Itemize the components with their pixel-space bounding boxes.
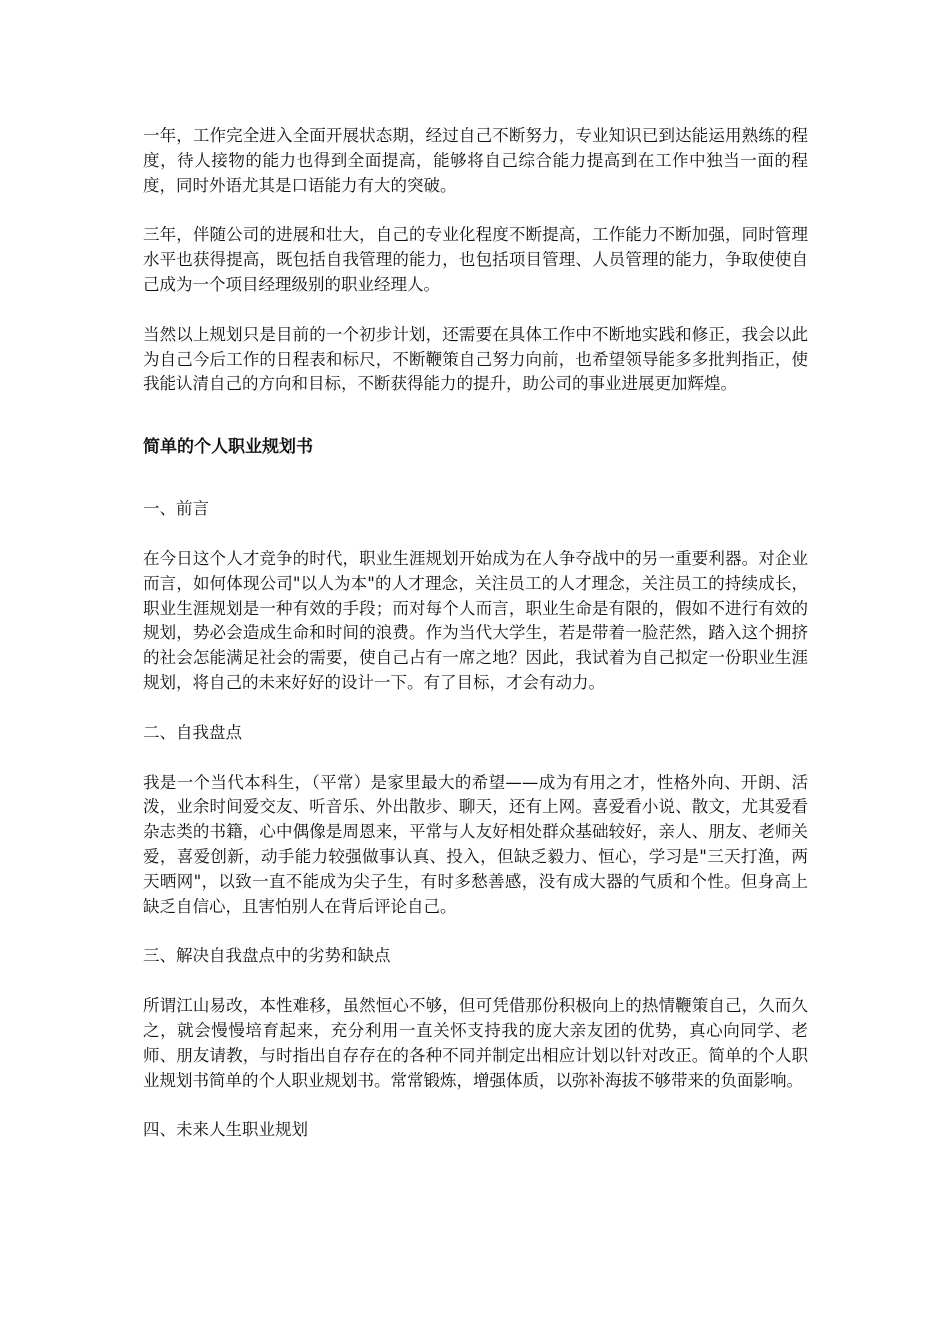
section-title-preface: 一、前言 — [143, 499, 209, 519]
section-title-weaknesses: 三、解决自我盘点中的劣势和缺点 — [143, 946, 391, 966]
paragraph-one-year: 一年，工作完全进入全面开展状态期，经过自己不断努力，专业知识已到达能运用熟练的程度，待人接物的能力也得到全面提高，能够将自己综合能力提高到在工作中独当一面的程度，同时外语尤其是口语能力有大的突破。 — [143, 126, 808, 195]
section-body-weaknesses: 所谓江山易改，本性难移，虽然恒心不够，但可凭借那份积极向上的热情鞭策自己，久而久之，就会慢慢培育起来，充分利用一直关怀支持我的庞大亲友团的优势，真心向同学、老师、朋友请教，与时指出自存存在的各种不同并制定出相应计划以针对改正。简单的个人职业规划书简单的个人职业规划书。常常锻炼，增强体质，以弥补海拔不够带来的负面影响。 — [143, 996, 808, 1090]
section-title-self-inventory: 二、自我盘点 — [143, 722, 242, 742]
paragraph-conclusion: 当然以上规划只是目前的一个初步计划，还需要在具体工作中不断地实践和修正，我会以此为自己今后工作的日程表和标尺，不断鞭策自己努力向前，也希望领导能多多批判指正，使我能认清自己的方向和目标，不断获得能力的提升，助公司的事业进展更加辉煌。 — [143, 324, 808, 394]
section-body-self-inventory: 我是一个当代本科生，（平常）是家里最大的希望——成为有用之才，性格外向、开朗、活泼，业余时间爱交友、听音乐、外出散步、聊天，还有上网。喜爱看小说、散文，尤其爱看杂志类的书籍，心中偶像是周恩来，平常与人友好相处群众基础较好，亲人、朋友、老师关爱，喜爱创新，动手能力较强做事认真、投入，但缺乏毅力、恒心，学习是"三天打渔，两天晒网"，以致一直不能成为尖子生，有时多愁善感，没有成大器的气质和个性。但身高上缺乏自信心，且害怕别人在背后评论自己。 — [143, 772, 808, 916]
section-body-preface: 在今日这个人才竞争的时代，职业生涯规划开始成为在人争夺战中的另一重要利器。对企业而言，如何体现公司"以人为本"的人才理念，关注员工的人才理念，关注员工的持续成长，职业生涯规划是一种有效的手段；而对每个人而言，职业生命是有限的，假如不进行有效的规划，势必会造成生命和时间的浪费。作为当代大学生，若是带着一脸茫然，踏入这个拥挤的社会怎能满足社会的需要，使自己占有一席之地？因此，我试着为自己拟定一份职业生涯规划，将自己的未来好好的设计一下。有了目标，才会有动力。 — [143, 548, 808, 692]
section-title-future-plan: 四、未来人生职业规划 — [143, 1120, 308, 1140]
paragraph-three-years: 三年，伴随公司的进展和壮大，自己的专业化程度不断提高，工作能力不断加强，同时管理水平也获得提高，既包括自我管理的能力，也包括项目管理、人员管理的能力，争取使使自己成为一个项目经理级别的职业经理人。 — [143, 225, 808, 294]
main-heading: 简单的个人职业规划书 — [143, 437, 313, 458]
document-page — [143, 124, 808, 1168]
